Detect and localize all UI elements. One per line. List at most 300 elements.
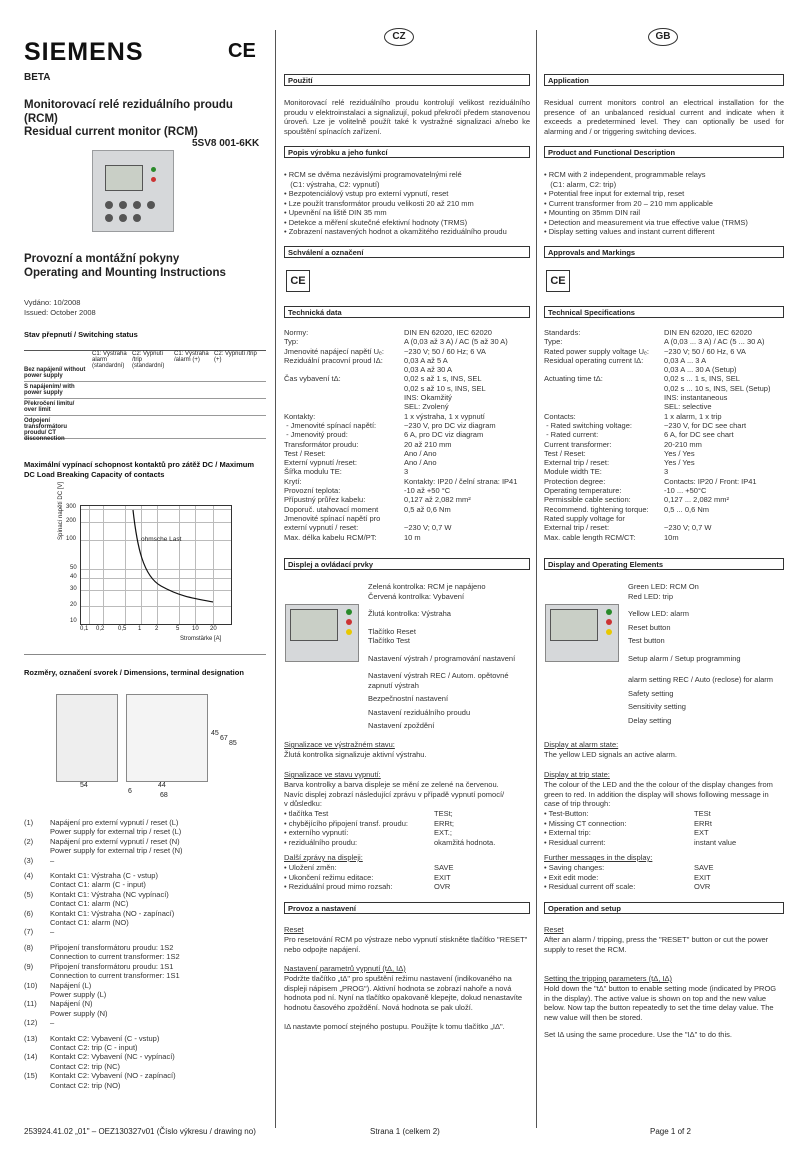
en-desc-item: • Current transformer from 20 – 210 mm applicable [544,198,713,208]
en-tech-key: - Rated current: [544,430,599,440]
cz-more-value: SAVE [434,863,454,872]
switch-row: S napájením/ with power supply [24,384,75,396]
cz-display-label: Nastavení výstrah REC / Autom. opětovné [368,671,509,680]
terminal-desc-cz: Napájení pro externí vypnutí / reset (N) [50,836,180,846]
cz-trip-key: • reziduálního proudu: [284,837,358,847]
xtick: 0,2 [96,626,105,632]
dc-load-graph [80,505,232,625]
cz-display-label: zapnutí výstrah [368,680,419,690]
cz-display-label: Bezpečnostní nastavení [368,694,449,703]
terminal-desc-cz: – [50,927,55,937]
en-tech-key [544,384,664,393]
en-reset-text: After an alarm / tripping, press the "RESET" button or cut the power supply to reset the RCM. [544,935,769,954]
terminal-item [24,1071,264,1090]
en-tech-key: Max. cable length RCM/CT: [544,532,636,542]
brand-logo: SIEMENS [24,38,144,66]
cz-stamp: CZ [384,28,414,46]
en-trip-heading: Display at trip state: [544,770,610,779]
cz-param-text: Podržte tlačítko „tΔ" pro spuštění režimu nastavení (indikovaného na displeji nápisem „PROG"). Aktivní hodnota se zobrazí nahoře a nová hodnota pod ní. Nyní na tlačítko opakovaně klepejte, dokud nenastavíte hodnotu časového zpoždění. Nová hodnota se pak uloží. [284,974,523,1012]
cz-tech-key: Max. délka kabelu RCM/PT: [284,532,377,542]
cz-header-approvals: Schválení a označení [284,246,530,258]
cz-trip-key: • chybějícího připojení transf. proudu: [284,818,408,828]
cz-trip-line: Navíc displej zobrazí následující zprávu v případě vypnutí pomocí/ [284,789,505,799]
cz-tech-value: 0,02 s až 10 s, INS, SEL [404,383,486,393]
switch-col: C2: Vypnutí /trip (+) [214,351,257,363]
terminal-item [24,856,264,865]
terminal-number: (14) [24,1052,38,1062]
en-display-label: Red LED: trip [628,591,674,601]
en-header-operation: Operation and setup [544,902,784,914]
cz-tech-value: SEL: Zvolený [404,402,449,412]
en-trip-text [544,780,784,809]
terminal-desc-en: Contact C2: trip (NO) [50,1080,121,1090]
terminal-item [24,1034,264,1053]
cz-tech-key: Kontakty: [284,411,316,421]
en-more-keys [544,863,694,892]
en-more-key: • Saving changes: [544,863,605,872]
terminal-number: (5) [24,889,34,899]
terminal-number: (11) [24,999,37,1009]
en-trip-value: instant value [694,837,737,847]
instructions-cz: Provozní a montážní pokyny [24,253,180,265]
en-display-panel [545,604,619,662]
dim-6: 6 [128,788,132,795]
en-tech-value: DIN EN 62020, IEC 62020 [664,328,752,337]
en-tech-values [664,328,784,542]
en-tech-value: 0,5 ... 0,6 Nm [664,504,710,514]
cz-tech-key: Čas vybavení tΔ: [284,374,341,384]
en-trip-key: • Test-Button: [544,809,589,818]
terminal-item [24,999,264,1018]
terminal-desc-en: Contact C1: alarm (NO) [50,918,129,928]
cz-trip-value: ERRt; [434,818,455,828]
terminal-desc-cz: Kontakt C2: Vybavení (C - vstup) [50,1033,160,1043]
en-tech-value: SEL: selective [664,402,712,412]
terminal-desc-cz: Kontakt C2: Vybavení (NO - zapínací) [50,1071,176,1081]
title-cz-2: (RCM) [24,113,58,125]
cz-more-key: • Reziduální proud mimo rozsah: [284,882,393,891]
en-tech-key [544,365,664,374]
en-trip-key: • External trip: [544,828,591,837]
xtick: 0,1 [80,626,89,632]
cz-trip-line: Barva kontrolky a barva displeje se mění ze zelené na červenou. [284,780,499,789]
en-tech-key: Test / Reset: [544,448,586,458]
en-display-labels [628,582,784,725]
issued-en: Issued: October 2008 [24,308,96,317]
column-divider-2 [536,30,537,1128]
en-trip-line: case of trip through: [544,799,611,808]
gb-stamp: GB [648,28,678,46]
cz-tech-value: 0,127 až 2,082 mm² [404,495,471,505]
terminal-desc-en: Connection to current transformer: 1S1 [50,971,180,981]
cz-reset-heading: Reset [284,925,304,934]
cz-trip-value: EXT.; [434,828,452,837]
cz-trip-key: • tlačítka Test [284,809,329,818]
cz-tech-value: 0,5 až 0,6 Nm [404,504,451,514]
en-trip-value: ERRt [694,818,712,828]
en-more-key: • Exit edit mode: [544,872,599,882]
terminal-number: (12) [24,1018,38,1028]
xtick: 10 [192,626,199,632]
en-tech-value: 0,02 s ... 1 s, INS, SEL [664,374,740,384]
en-display-label: Safety setting [628,688,674,698]
dc-load-title: Maximální vypínací schopnost kontaktů pro zátěž DC / Maximum DC Load Breaking Capacity of contacts [24,460,255,479]
en-tech-key: Rated power supply voltage Uₑ: [544,346,649,356]
cz-trip-heading: Signalizace ve stavu vypnutí: [284,770,381,779]
en-tech-value: Yes / Yes [664,458,695,468]
cz-desc-item: • Zobrazení nastavených hodnot a okamžitého reziduálního proudu [284,227,507,236]
terminal-desc-cz: Kontakt C1: Výstraha (NC vypínací) [50,889,169,899]
ytick: 300 [66,504,77,510]
dim-67: 67 [220,735,228,742]
en-tech-key: External trip / reset: [544,523,610,533]
terminal-item [24,890,264,909]
cz-trip-line: v důsledku: [284,799,322,808]
cz-header-display: Displej a ovládací prvky [284,558,530,570]
en-display-label: Setup alarm / Setup programming [628,653,741,663]
cz-trip-values [434,809,530,847]
terminal-desc-en: Contact C1: alarm (C - input) [50,880,146,890]
terminal-desc-cz: Připojení transformátoru proudu: 1S2 [50,942,174,952]
en-display-label: Green LED: RCM On [628,582,699,591]
en-tech-key: Rated supply voltage for [544,513,625,523]
terminal-desc-cz: Kontakt C2: Vybavení (NC - vypínací) [50,1052,175,1062]
terminal-desc-cz: – [50,1018,55,1028]
terminal-desc-cz: Kontakt C1: Výstraha (NO - zapínací) [50,908,175,918]
terminal-desc-en: Power supply (L) [50,989,107,999]
en-tech-key: Actuating time tΔ: [544,374,603,384]
cz-tech-key: Šířka modulu TE: [284,467,342,477]
cz-display-label: Tlačítko Test [368,636,410,645]
en-trip-line: The colour of the LED and the the colour of the display changes from [544,780,773,789]
cz-desc-item: • Bezpotenciálový vstup pro externí vypnutí, reset [284,189,449,198]
terminal-desc-en: Power supply for external trip / reset (L) [50,827,182,837]
cz-tech-value: A (0,03 až 3 A) / AC (5 až 30 A) [404,337,508,347]
switch-row: Odpojení transformátoru proudu/ CT disconnection [24,418,68,442]
cz-header-tech: Technická data [284,306,530,318]
cz-more-values [434,863,530,892]
cz-trip-key: • externího vypnutí: [284,828,349,837]
en-more-heading: Further messages in the display: [544,853,653,862]
cz-header-desc: Popis výrobku a jeho funkcí [284,146,530,158]
cz-display-label: Červená kontrolka: Vybavení [368,591,465,601]
terminal-desc-cz: Připojení transformátoru proudu: 1S1 [50,961,174,971]
cz-tech-value: Ano / Ano [404,458,437,468]
cz-desc-item: • RCM se dvěma nezávislými programovatelnými relé [284,170,462,179]
en-display-label: Test button [628,636,665,645]
terminal-desc-cz: – [50,855,55,865]
cz-trip-value: TESt; [434,809,453,818]
terminal-desc-cz: Napájení pro externí vypnutí / reset (L) [50,818,179,827]
terminal-desc-en: Contact C2: trip (NC) [50,1061,121,1071]
graph-xlabel: Stromstärke [A] [180,636,222,642]
cz-tech-key: Normy: [284,328,309,337]
cz-display-label: Nastavení zpoždění [368,721,435,730]
footer-page-en: Page 1 of 2 [650,1127,691,1136]
terminal-item [24,981,264,1000]
ce-mark: CE [228,40,256,62]
en-desc-item: • Display setting values and instant current different [544,227,715,236]
terminal-desc-cz: Kontakt C1: Výstraha (C - vstup) [50,871,158,881]
en-ce-box: CE [546,270,570,292]
terminal-item [24,909,264,928]
terminal-number: (10) [24,980,38,990]
en-tech-value: -10 ... +50°C [664,486,707,496]
cz-tech-key: Test / Reset: [284,448,326,458]
cz-trip-keys [284,809,434,847]
footer-page-cz: Strana 1 (celkem 2) [370,1127,440,1136]
en-tech-value: 10m [664,532,679,542]
en-tech-key [544,402,664,411]
ytick: 50 [70,565,77,571]
cz-display-label: Nastavení výstrah / programování nastavení [368,653,516,663]
cz-display-panel [285,604,359,662]
cz-tech-key [284,384,404,393]
cz-tech-key: Reziduální pracovní proud IΔ: [284,355,383,365]
en-tech-value: A (0,03 ... 3 A) / AC (5 ... 30 A) [664,337,765,347]
terminal-number: (15) [24,1071,38,1081]
cz-tech-key: Jmenovité spínací napětí pro [284,513,381,523]
en-tech-value: ~230 V; 0,7 W [664,523,712,533]
terminal-item [24,943,264,962]
cz-param-text-2: IΔ nastavte pomocí stejného postupu. Použijte k tomu tlačítko „IΔ". [284,1022,505,1031]
en-alarm-text: The yellow LED signals an active alarm. [544,750,677,759]
terminal-item [24,927,264,936]
dim-54: 54 [80,782,88,789]
cz-tech-key: Externí vypnutí /reset: [284,458,357,468]
cz-tech-value: ~230 V; 50 / 60 Hz; 6 VA [404,346,486,356]
cz-display-label: Nastavení reziduálního proudu [368,707,471,717]
en-header-tech: Technical Specifications [544,306,784,318]
cz-more-key: • Uložení změn: [284,863,337,872]
cz-tech-key: Krytí: [284,476,302,486]
en-display-label: Yellow LED: alarm [628,609,689,618]
switch-col: C1: Výstraha alarm (standardní) [92,351,127,369]
en-desc-item: • Mounting on 35mm DIN rail [544,208,640,217]
en-tech-key: External trip / reset: [544,458,610,468]
terminal-desc-en: Power supply for external trip / reset (N) [50,846,183,856]
cz-tech-key: - Jmenovitý proud: [284,430,348,440]
cz-reset-text: Pro resetování RCM po výstraze nebo vypnutí stiskněte tlačítko "RESET" nebo odpojte napájení. [284,935,528,954]
switch-col: C1: Výstraha /alarm (+) [174,351,209,363]
en-tech-key: Contacts: [544,411,576,421]
en-tech-value: Yes / Yes [664,448,695,458]
en-tech-value: 3 [664,467,669,477]
cz-tech-key [284,393,404,402]
en-tech-key [544,393,664,402]
en-param-text-2: Set IΔ using the same procedure. Use the "IΔ" to do this. [544,1030,732,1039]
cz-display-labels [368,582,533,731]
cz-header-operation: Provoz a nastavení [284,902,530,914]
en-tech-key: - Rated switching voltage: [544,420,632,430]
en-reset-heading: Reset [544,925,564,934]
terminal-item [24,1018,264,1027]
en-tech-value: Contacts: IP20 / Front: IP41 [664,476,757,486]
terminal-item [24,818,264,837]
en-tech-key: Module width TE: [544,467,602,477]
cz-alarm-text: Žlutá kontrolka signalizuje aktivní výstrahu. [284,750,427,759]
en-tech-value: ~230 V; 50 / 60 Hz, 6 VA [664,346,746,356]
cz-tech-value: ~230 V, pro DC viz diagram [404,420,496,430]
en-desc-list [544,170,784,237]
cz-tech-value: 3 [404,467,409,477]
en-display-label: Sensitivity setting [628,702,686,711]
cz-tech-value: -10 až +50 °C [404,486,451,496]
cz-tech-key [284,402,404,411]
cz-display-label: Tlačítko Reset [368,626,416,636]
dim-85: 85 [229,740,237,747]
cz-param-heading: Nastavení parametrů vypnutí (tΔ, IΔ) [284,964,406,973]
cz-tech-value: 0,02 s až 1 s, INS, SEL [404,374,482,384]
cz-more-key: • Ukončení režimu editace: [284,872,374,882]
cz-tech-value: Kontakty: IP20 / čelní strana: IP41 [404,476,518,486]
cz-header-use: Použití [284,74,530,86]
instructions-en: Operating and Mounting Instructions [24,267,226,279]
ytick: 20 [70,602,77,608]
cz-desc-item: • Upevnění na liště DIN 35 mm [284,208,387,217]
terminal-number: (8) [24,942,34,952]
terminal-desc-cz: Napájení (N) [50,999,93,1009]
cz-tech-keys [284,328,404,542]
terminal-number: (1) [24,818,34,827]
en-tech-keys [544,328,664,542]
cz-tech-value [404,514,530,523]
en-tech-key: Recommend. tightening torque: [544,504,649,514]
terminal-desc-en: Contact C1: alarm (NC) [50,899,129,909]
switch-status-table [24,350,266,442]
cz-more-heading: Další zprávy na displeji: [284,853,363,862]
footer-drawing-no: 253924.41.02 „01" – OEZ130327v01 (Číslo výkresu / drawing no) [24,1127,256,1136]
dimension-drawing-front [56,694,118,782]
issued-cz: Vydáno: 10/2008 [24,298,81,307]
terminal-number: (9) [24,961,34,971]
en-more-value: SAVE [694,863,714,872]
terminal-number: (4) [24,871,34,881]
ytick: 200 [66,518,77,524]
en-tech-value: 20-210 mm [664,439,702,449]
cz-desc-item: • Detekce a měření skutečné efektivní hodnoty (TRMS) [284,217,468,227]
en-header-display: Display and Operating Elements [544,558,784,570]
terminal-item [24,962,264,981]
cz-desc-item: • Lze použít transformátor proudu velikosti 20 až 210 mm [284,198,474,208]
en-tech-value: ~230 V, for DC see chart [664,420,747,430]
cz-tech-key: Jmenovité napájecí napětí Uₑ: [284,346,384,356]
en-desc-item: • RCM with 2 independent, programmable relays [544,170,706,179]
en-tech-key: Operating temperature: [544,486,622,496]
terminal-list [24,818,264,1090]
en-desc-item: • Detection and measurement via true effective value (TRMS) [544,217,748,227]
en-tech-value: 0,03 A ... 30 A (Setup) [664,365,737,375]
beta-label: BETA [24,72,51,83]
cz-use-text: Monitorovací relé reziduálního proudu kontrolují velikost reziduálního proudu v elektroinstalaci a signalizují, pokud překročí předem stanovenou úroveň. Lze je volitelně použít také k vystražné signalizaci a/nebo ke spouštění spínacích zařízení. [284,98,530,136]
en-header-approvals: Approvals and Markings [544,246,784,258]
cz-tech-value: 10 m [404,532,421,542]
cz-more-value: EXIT [434,872,451,882]
en-display-label: Reset button [628,622,671,632]
en-tech-value: 1 x alarm, 1 x trip [664,411,722,421]
en-tech-key: Residual operating current IΔ: [544,355,644,365]
cz-tech-value: INS: Okamžitý [404,393,452,403]
cz-tech-value: ~230 V; 0,7 W [404,523,452,533]
title-cz-1: Monitorovací relé reziduálního proudu [24,99,233,111]
cz-display-label: Zelená kontrolka: RCM je napájeno [368,582,486,591]
terminal-desc-en: Connection to current transformer: 1S2 [50,952,180,962]
terminal-number: (13) [24,1033,38,1043]
en-use-text: Residual current monitors control an electrical installation for the presence of an unbalanced residual current and indicate when it exceeds a predetermined level. They can optionally be used for alarming and / or triggering switching devices. [544,98,784,136]
en-tech-key: Current transformer: [544,439,612,449]
ytick: 100 [66,536,77,542]
terminal-item [24,1052,264,1071]
en-trip-line: green to red. In addition the display will shows following message in [544,789,769,799]
cz-more-keys [284,863,434,892]
en-header-desc: Product and Functional Description [544,146,784,158]
cz-tech-key: Doporuč. utahovací moment [284,504,379,514]
en-tech-key: Protection degree: [544,476,606,486]
dimensions-title: Rozměry, označení svorek / Dimensions, terminal designation [24,668,244,677]
en-display-label: alarm setting REC / Auto (reclose) for alarm [628,675,774,684]
en-trip-key: • Missing CT connection: [544,818,627,828]
cz-tech-key: Přípustný průřez kabelu: [284,495,366,505]
en-desc-item: (C1: alarm, C2: trip) [544,179,617,189]
switch-row: Překročení limitu/ over limit [24,401,75,413]
en-more-values [694,863,784,892]
cz-tech-value: 0,03 A až 30 A [404,365,452,375]
terminal-number: (7) [24,927,34,937]
ytick: 40 [70,574,77,580]
en-header-use: Application [544,74,784,86]
cz-tech-value: 1 x výstraha, 1 x vypnutí [404,411,485,421]
cz-tech-value: DIN EN 62020, IEC 62020 [404,328,492,337]
xtick: 2 [155,626,159,632]
en-tech-value: 0,02 s ... 10 s, INS, SEL (Setup) [664,383,771,393]
cz-tech-values [404,328,530,542]
en-tech-value: 0,03 A ... 3 A [664,355,707,365]
en-param-text: Hold down the "tΔ" button to enable setting mode (indicated by PROG in the display). The active value is shown on top and the new value below. Now tap the button repeatedly to set the time delay value. The new value will then be stored. [544,984,777,1022]
cz-more-value: OVR [434,882,451,891]
en-more-value: EXIT [694,872,711,882]
dim-68: 68 [160,792,168,799]
graph-ylabel: Spínací napětí DC [V] [58,481,64,540]
cz-tech-key: Transformátor proudu: [284,439,359,449]
xtick: 0,5 [118,626,127,632]
en-trip-values [694,809,784,847]
xtick: 1 [138,626,142,632]
en-tech-value [664,514,784,523]
en-trip-value: TESt [694,809,711,818]
en-tech-key: Standards: [544,328,581,337]
title-en: Residual current monitor (RCM) [24,126,198,138]
ytick: 10 [70,618,77,624]
cz-tech-value: 0,03 A až 5 A [404,355,448,365]
ytick: 30 [70,586,77,592]
switch-col: C2: Vypnutí /trip (standardní) [132,351,165,369]
terminal-number: (3) [24,855,34,865]
cz-alarm-heading: Signalizace ve výstražném stavu: [284,740,395,749]
curve-label: ohmsche Last [141,536,182,543]
switch-status-title: Stav přepnutí / Switching status [24,330,138,339]
terminal-desc-cz: Napájení (L) [50,980,92,990]
terminal-number: (6) [24,908,34,918]
en-alarm-heading: Display at alarm state: [544,740,619,749]
dim-45: 45 [211,730,219,737]
en-tech-key: Permissible cable section: [544,495,631,505]
dim-44: 44 [158,782,166,789]
en-tech-value: INS: instantaneous [664,393,728,403]
en-tech-value: 0,127 ... 2,082 mm² [664,495,730,505]
en-param-heading: Setting the tripping parameters (tΔ, IΔ) [544,974,672,983]
terminal-number: (2) [24,836,34,846]
en-trip-key: • Residual current: [544,837,606,847]
